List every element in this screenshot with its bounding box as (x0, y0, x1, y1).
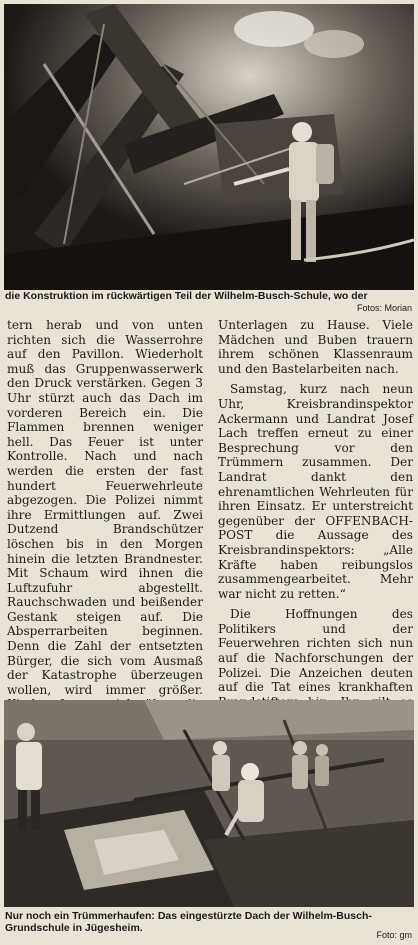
article-paragraph: Unterlagen zu Hause. Viele Mädchen und Buben trauern ihrem schönen Klassenraum und den Bastelarbeiten nach. (218, 318, 413, 376)
rubble-photo (4, 700, 414, 907)
bottom-photo-credit: Foto: gm (376, 930, 412, 940)
fire-scene-photo (4, 4, 414, 290)
article-paragraph: Die Hoffnungen des Politikers und der Feuerwehren richten sich nun auf die Nachforschungen der Polizei. Die Anzeichen deuten auf die Tat eines krankhaften (218, 607, 413, 695)
article-paragraph: Samstag, kurz nach neun Uhr, Kreisbrandinspektor Ackermann und Landrat Josef Lach treffen erneut zu einer Besprechung vor den Trümmern zusammen. Der Landrat dankt den ehrenamtlichen Wehrleuten für ihren Einsatz. Er unterstreicht gegenüber der OFFENBACH-POST die Aussage des Kreisbrandinspektors: „Alle Kräfte haben reibungslos zusammengearbeitet. Mehr war nicht zu retten.“ (218, 382, 413, 601)
fire-scene-image (4, 4, 414, 290)
article-paragraph: tern herab und von unten richten sich die Wasserrohre auf den Pavillon. Wiederholt muß das Gruppenwasserwerk den Druck verstärken. Gegen 3 Uhr stürzt auch das Dach im vorderen Bereich ein. Die Flammen brennen weniger hell. Das Feuer ist unter Kontrolle. Nach und nach werden die ersten der fast hundert Feuerwehrleute abgezogen. Die Polizei nimmt ihre Ermittlungen auf. Zwei Dutzend Brandschützer löschen bis in den Morgen hinein die letzten Brandnester. Mit Schaum wird ihnen die Luftzufuhr abgestellt. Rauchschwaden und beißender Gestank steigen auf. Die Absperrarbeiten beginnen. Denn die Zahl der entsetzten Bürger, die sich vom Ausmaß der Katastrophe überzeugen wollen, wird immer größer. (7, 318, 203, 697)
rubble-image (4, 700, 414, 907)
top-photo-credit: Fotos: Morian (356, 303, 412, 313)
top-photo-caption: die Konstruktion im rückwärtigen Teil der Wilhelm-Busch-Schule, wo der (5, 290, 368, 302)
bottom-photo-caption: Nur noch ein Trümmerhaufen: Das eingestürzte Dach der Wilhelm-Busch-Grundschule in Jügesheim. (5, 910, 372, 934)
